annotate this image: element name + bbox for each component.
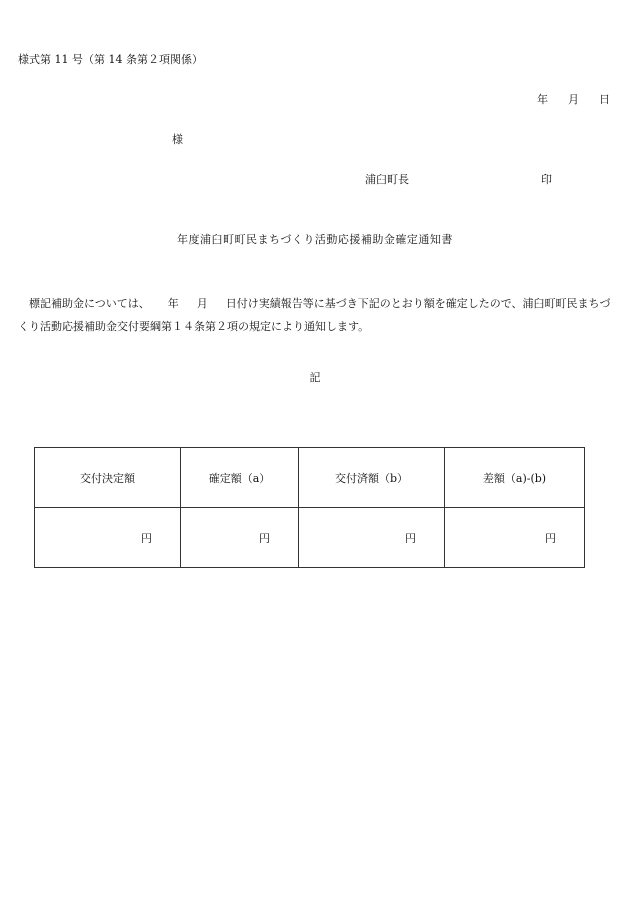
body-part1: 標記補助金については、 <box>29 297 150 310</box>
form-number: 様式第 11 号（第 14 条第２項関係） <box>18 53 203 66</box>
table-value-row <box>35 508 585 568</box>
document-title: 年度浦臼町町民まちづくり活動応援補助金確定通知書 <box>177 233 453 246</box>
value-grant-decided: 円 <box>35 508 181 568</box>
amounts-table <box>34 447 585 568</box>
date-day: 日 <box>599 93 610 106</box>
body-paragraph <box>18 292 618 338</box>
date-line <box>517 94 610 105</box>
body-year: 年 <box>167 297 179 310</box>
body-month: 月 <box>196 297 208 310</box>
date-month: 月 <box>568 93 579 106</box>
ki-heading: 記 <box>309 371 321 384</box>
value-paid-amount: 円 <box>299 508 445 568</box>
header-confirmed-amount: 確定額（a） <box>181 448 299 508</box>
date-year: 年 <box>537 93 548 106</box>
issuer-name: 浦臼町長 <box>365 173 409 186</box>
header-difference: 差額（a)-(b) <box>445 448 585 508</box>
value-difference: 円 <box>445 508 585 568</box>
addressee-suffix: 様 <box>172 133 183 146</box>
body-part2: 日付け実績報告等に基づき下記のとおり額を確定したので、浦臼町町民まちづくり活動応援補助金交付要綱第１４条第２項の規定により通知します。 <box>18 297 611 333</box>
header-paid-amount: 交付済額（b） <box>299 448 445 508</box>
header-grant-decided: 交付決定額 <box>35 448 181 508</box>
seal-mark: 印 <box>541 173 552 186</box>
value-confirmed-amount: 円 <box>181 508 299 568</box>
table-header-row <box>35 448 585 508</box>
